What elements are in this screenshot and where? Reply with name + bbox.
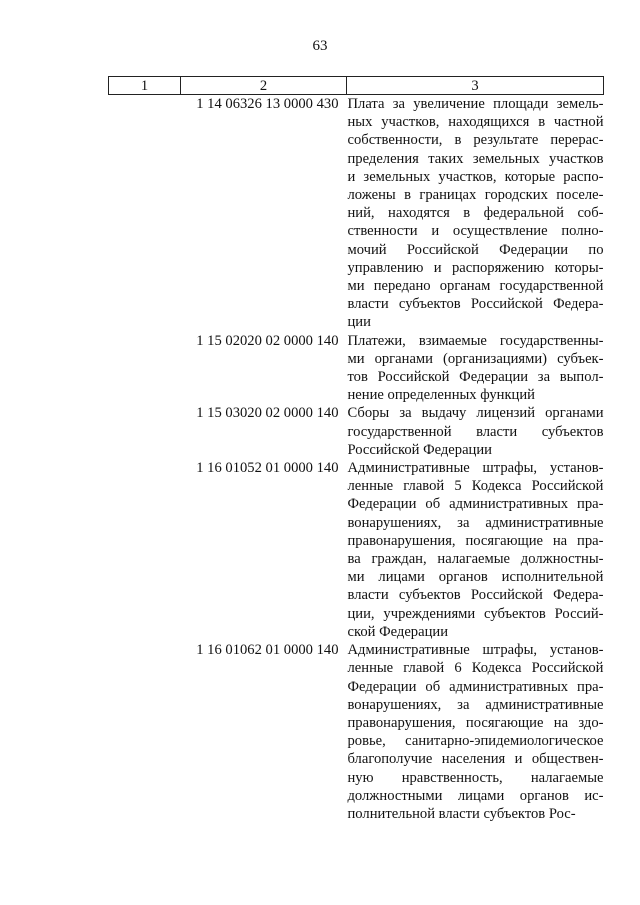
row-col1-cell bbox=[109, 404, 181, 459]
column-header-3: 3 bbox=[347, 77, 604, 95]
table-row bbox=[109, 459, 604, 641]
description-line: ской Федерации bbox=[347, 623, 449, 640]
description-line: вонарушениях, за административные bbox=[347, 696, 604, 713]
description-line: ции, учреждениями субъектов Россий- bbox=[347, 605, 604, 622]
description-line: ми лицами органов исполнительной bbox=[347, 569, 604, 586]
description-line: вонарушениях, за административные bbox=[347, 514, 604, 531]
table-row bbox=[109, 641, 604, 823]
budget-code-cell: 1 16 01052 01 0000 140 bbox=[196, 460, 339, 477]
budget-code-cell: 1 14 06326 13 0000 430 bbox=[196, 96, 339, 112]
description-line: полнительной власти субъектов Рос- bbox=[347, 805, 576, 822]
row-col1-cell bbox=[109, 332, 181, 405]
description-line: ми передано органам государственной bbox=[347, 278, 604, 295]
description-line: Административные штрафы, установ- bbox=[347, 460, 604, 477]
description-line: тов Российской Федерации за выпол- bbox=[347, 369, 604, 386]
description-line: управлению и распоряжению которы- bbox=[347, 259, 604, 276]
budget-code-cell: 1 15 03020 02 0000 140 bbox=[196, 405, 339, 422]
description-line: Федерации об административных пра- bbox=[347, 496, 604, 513]
description-line: власти субъектов Российской Федера- bbox=[347, 587, 604, 604]
budget-code-cell: 1 16 01062 01 0000 140 bbox=[196, 642, 339, 659]
description-line: государственной власти субъектов bbox=[347, 423, 604, 440]
table-row bbox=[109, 404, 604, 459]
description-cell bbox=[347, 641, 604, 823]
description-cell bbox=[347, 404, 604, 459]
description-line: ва граждан, налагаемые должностны- bbox=[347, 551, 604, 568]
table-row bbox=[109, 332, 604, 405]
description-cell bbox=[347, 95, 604, 332]
description-line: правонарушения, посягающие на здо- bbox=[347, 714, 604, 731]
codes-table bbox=[108, 76, 604, 823]
description-line: нение определенных функций bbox=[347, 387, 535, 404]
description-line: должностными лицами органов ис- bbox=[347, 787, 604, 804]
description-line: ции bbox=[347, 314, 371, 331]
description-line: ную нравственность, налагаемые bbox=[347, 769, 604, 786]
description-line: ственности и осуществление полно- bbox=[347, 223, 604, 240]
description-cell bbox=[347, 332, 604, 405]
description-line: Федерации об административных пра- bbox=[347, 678, 604, 695]
description-line: Сборы за выдачу лицензий органами bbox=[347, 405, 604, 422]
column-header-2: 2 bbox=[181, 77, 347, 95]
description-line: мочий Российской Федерации по bbox=[347, 241, 604, 258]
description-line: правонарушения, посягающие на пра- bbox=[347, 532, 604, 549]
row-col1-cell bbox=[109, 459, 181, 641]
description-line: и земельных участков, которые распо- bbox=[347, 168, 604, 185]
description-line: ных участков, находящихся в частной bbox=[347, 114, 604, 131]
table-row bbox=[109, 95, 604, 332]
row-col1-cell bbox=[109, 641, 181, 823]
description-line: Платежи, взимаемые государственны- bbox=[347, 332, 604, 349]
description-line: благополучие населения и обществен- bbox=[347, 751, 604, 768]
description-line: Административные штрафы, установ- bbox=[347, 642, 604, 659]
description-line: власти субъектов Российской Федера- bbox=[347, 296, 604, 313]
page-number: 63 bbox=[312, 38, 328, 54]
description-line: ми органами (организациями) субъек- bbox=[347, 350, 604, 367]
description-line: пределения таких земельных участков bbox=[347, 150, 604, 167]
description-line: ленные главой 5 Кодекса Российской bbox=[347, 478, 604, 495]
description-line: собственности, в результате перерас- bbox=[347, 132, 604, 149]
description-line: ровье, санитарно-эпидемиологическое bbox=[347, 733, 604, 750]
row-col1-cell bbox=[109, 95, 181, 332]
description-line: Плата за увеличение площади земель- bbox=[347, 96, 604, 112]
budget-code-cell: 1 15 02020 02 0000 140 bbox=[196, 332, 339, 349]
description-line: ний, находятся в федеральной соб- bbox=[347, 205, 604, 222]
description-line: ленные главой 6 Кодекса Российской bbox=[347, 660, 604, 677]
table-body bbox=[109, 95, 604, 824]
description-line: Российской Федерации bbox=[347, 441, 492, 458]
description-line: ложены в границах городских поселе- bbox=[347, 187, 604, 204]
description-cell bbox=[347, 459, 604, 641]
table-header-row bbox=[109, 77, 604, 95]
column-header-1: 1 bbox=[109, 77, 181, 95]
